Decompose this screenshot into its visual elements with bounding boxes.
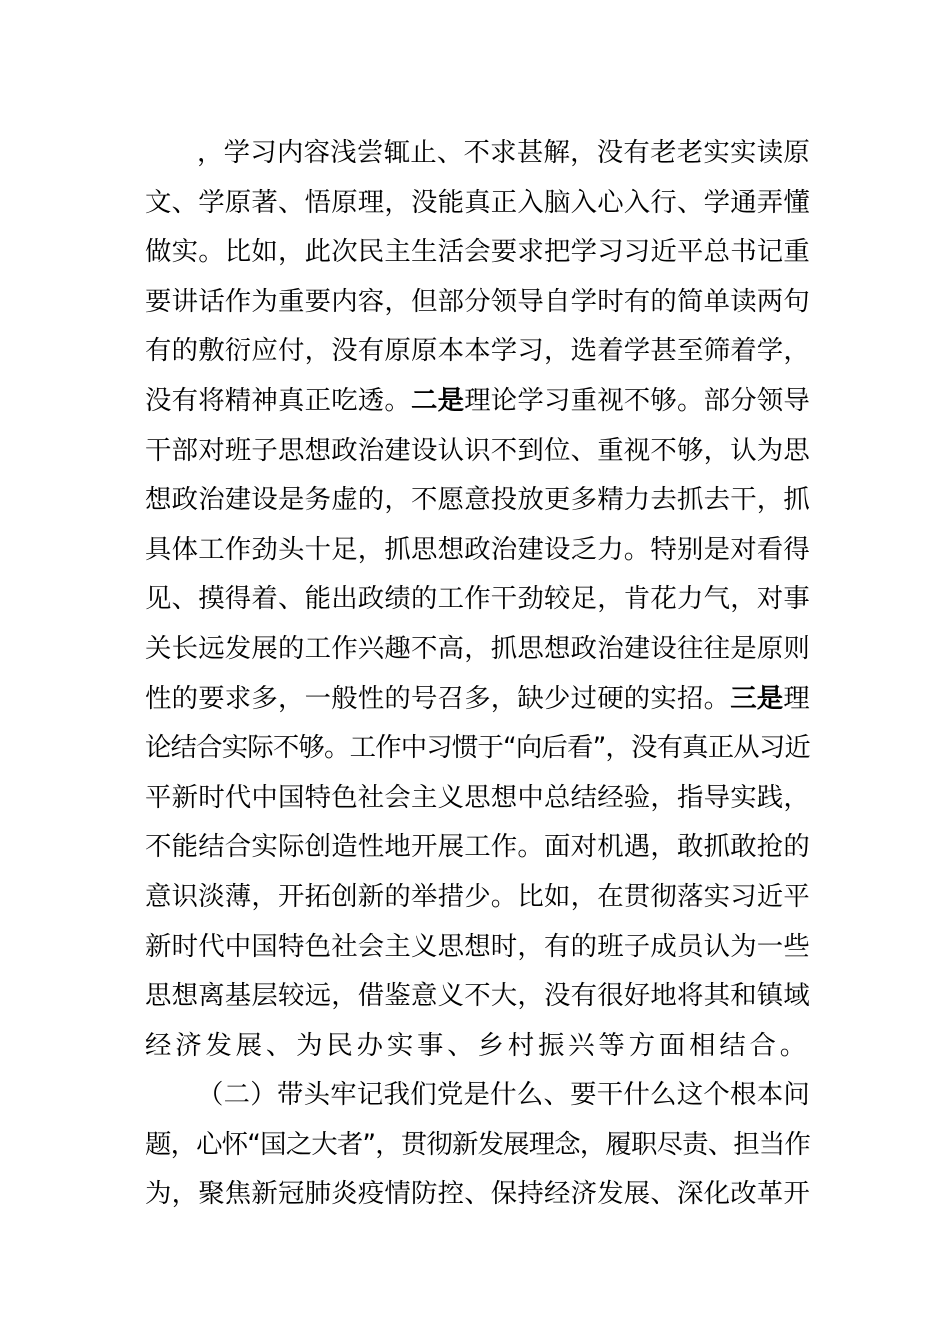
text-run: 见、摸得着、能出政绩的工作干劲较足，肯花力气，对事 bbox=[145, 583, 810, 615]
text-run: （二）带头牢记我们党是什么、要干什么这个根本问 bbox=[197, 1079, 810, 1111]
text-line bbox=[145, 1120, 810, 1170]
text-line bbox=[145, 971, 810, 1021]
text-run: 论结合实际不够。工作中习惯于“向后看”，没有真正从习近 bbox=[145, 732, 810, 764]
text-line bbox=[145, 376, 810, 426]
text-line bbox=[145, 178, 810, 228]
text-run: 具体工作劲头十足，抓思想政治建设乏力。特别是对看得 bbox=[145, 533, 810, 565]
text-line bbox=[145, 872, 810, 922]
body-text bbox=[145, 128, 810, 1219]
text-line bbox=[145, 227, 810, 277]
text-line bbox=[145, 773, 810, 823]
text-line bbox=[145, 525, 810, 575]
bold-marker: 三是 bbox=[730, 682, 784, 714]
text-line bbox=[145, 426, 810, 476]
text-run: 为，聚焦新冠肺炎疫情防控、保持经济发展、深化改革开 bbox=[145, 1178, 810, 1210]
text-line bbox=[145, 922, 810, 972]
text-line bbox=[145, 574, 810, 624]
text-run: 没有将精神真正吃透。 bbox=[145, 384, 411, 416]
text-run: ，学习内容浅尝辄止、不求甚解，没有老老实实读原 bbox=[197, 137, 810, 168]
text-line bbox=[145, 128, 810, 178]
text-line bbox=[145, 674, 810, 724]
text-run: 性的要求多，一般性的号召多，缺少过硬的实招。 bbox=[145, 682, 731, 714]
text-run: 做实。比如，此次民主生活会要求把学习习近平总书记重 bbox=[145, 236, 810, 268]
text-line bbox=[145, 723, 810, 773]
text-run: 理 bbox=[783, 682, 811, 714]
text-run: 不能结合实际创造性地开展工作。面对机遇，敢抓敢抢的 bbox=[145, 831, 810, 863]
text-line bbox=[145, 475, 810, 525]
text-run: 意识淡薄，开拓创新的举措少。比如，在贯彻落实习近平 bbox=[145, 880, 810, 912]
text-line bbox=[145, 1169, 810, 1219]
text-run: 文、学原著、悟原理，没能真正入脑入心入行、学通弄懂 bbox=[145, 186, 810, 218]
text-line bbox=[145, 822, 810, 872]
text-run: 有的敷衍应付，没有原原本本学习，选着学甚至筛着学， bbox=[145, 335, 810, 367]
text-run: 想政治建设是务虚的，不愿意投放更多精力去抓去干，抓 bbox=[145, 484, 810, 516]
text-run: 理论学习重视不够。部分领导 bbox=[464, 384, 811, 416]
text-line bbox=[145, 624, 810, 674]
text-line bbox=[145, 1070, 810, 1120]
text-run: 平新时代中国特色社会主义思想中总结经验，指导实践， bbox=[145, 781, 810, 813]
text-run: 思想离基层较远，借鉴意义不大，没有很好地将其和镇域 bbox=[145, 980, 810, 1012]
text-run: 干部对班子思想政治建设认识不到位、重视不够，认为思 bbox=[145, 434, 810, 466]
text-run: 关长远发展的工作兴趣不高，抓思想政治建设往往是原则 bbox=[145, 632, 810, 664]
bold-marker: 二是 bbox=[411, 384, 465, 416]
text-run: 经济发展、为民办实事、乡村振兴等方面相结合。 bbox=[145, 1029, 810, 1061]
text-run: 要讲话作为重要内容，但部分领导自学时有的简单读两句 bbox=[145, 285, 810, 317]
text-line bbox=[145, 326, 810, 376]
text-run: 题，心怀“国之大者”，贯彻新发展理念，履职尽责、担当作 bbox=[145, 1128, 810, 1160]
text-line bbox=[145, 277, 810, 327]
text-run: 新时代中国特色社会主义思想时，有的班子成员认为一些 bbox=[145, 930, 810, 962]
text-line bbox=[145, 1021, 810, 1071]
